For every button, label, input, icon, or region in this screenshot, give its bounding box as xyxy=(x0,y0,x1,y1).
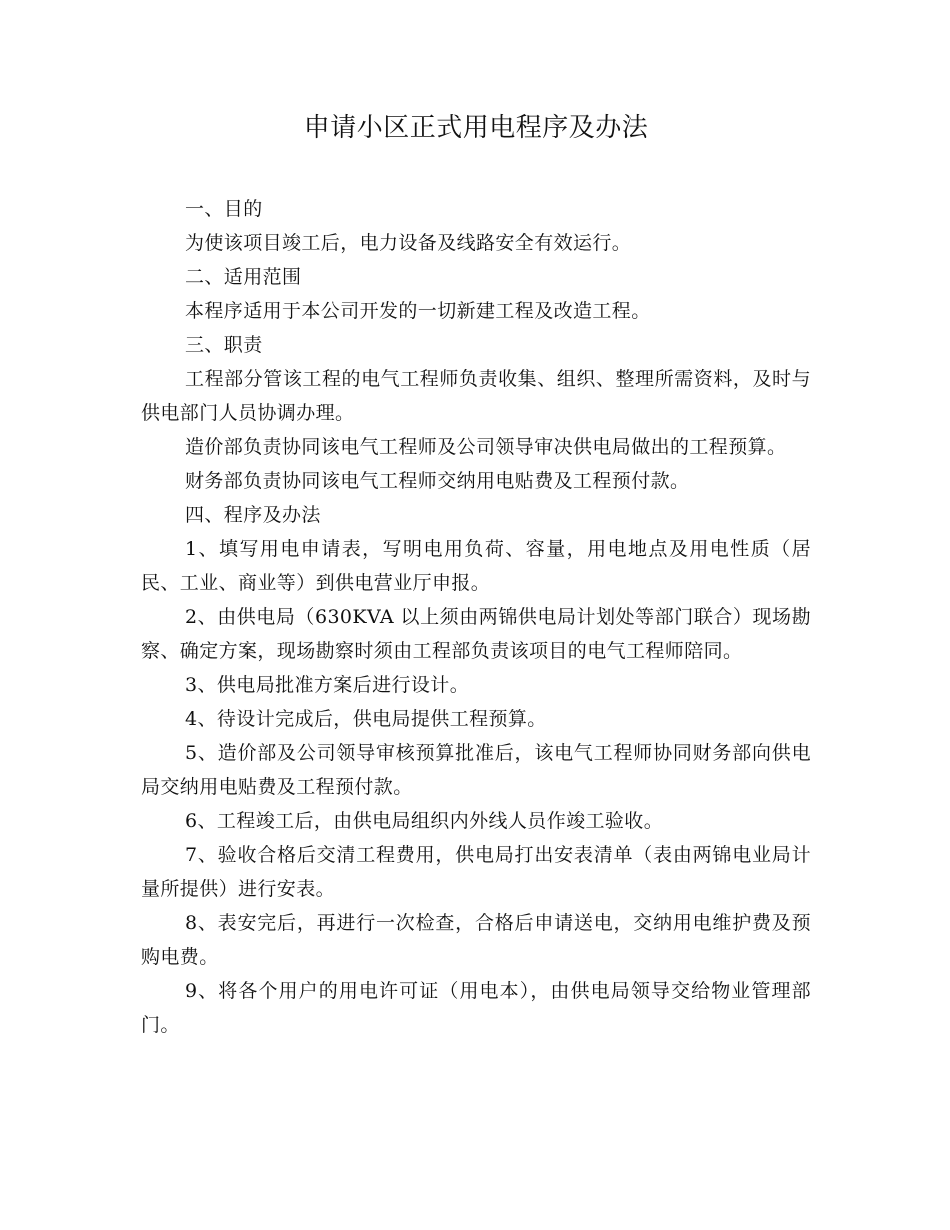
purpose-text: 为使该项目竣工后，电力设备及线路安全有效运行。 xyxy=(185,232,632,254)
document-page xyxy=(141,108,811,1042)
procedure-step-1: 1、填写用电申请表，写明电用负荷、容量，用电地点及用电性质（居民、工业、商业等）到供电营业厅申报。 xyxy=(141,538,811,594)
responsibility-finance: 财务部负责协同该电气工程师交纳用电贴费及工程预付款。 xyxy=(185,470,690,492)
section-heading-procedure: 四、程序及办法 xyxy=(185,504,321,526)
responsibility-engineering: 工程部分管该工程的电气工程师负责收集、组织、整理所需资料，及时与供电部门人员协调办理。 xyxy=(141,368,811,424)
procedure-step-2: 2、由供电局（630KVA 以上须由两锦供电局计划处等部门联合）现场勘察、确定方案，现场勘察时须由工程部负责该项目的电气工程师陪同。 xyxy=(141,606,811,662)
procedure-step-3: 3、供电局批准方案后进行设计。 xyxy=(185,674,470,696)
section-heading-responsibilities: 三、职责 xyxy=(185,334,263,356)
section-heading-purpose: 一、目的 xyxy=(185,198,263,220)
procedure-step-5: 5、造价部及公司领导审核预算批准后，该电气工程师协同财务部向供电局交纳用电贴费及工程预付款。 xyxy=(141,742,811,798)
procedure-step-7: 7、验收合格后交清工程费用，供电局打出安表清单（表由两锦电业局计量所提供）进行安表。 xyxy=(141,844,811,900)
document-title: 申请小区正式用电程序及办法 xyxy=(303,113,649,143)
responsibility-costing: 造价部负责协同该电气工程师及公司领导审决供电局做出的工程预算。 xyxy=(185,436,787,458)
section-heading-scope: 二、适用范围 xyxy=(185,266,302,288)
procedure-step-4: 4、待设计完成后，供电局提供工程预算。 xyxy=(185,708,547,730)
procedure-step-9: 9、将各个用户的用电许可证（用电本），由供电局领导交给物业管理部门。 xyxy=(141,980,811,1036)
procedure-step-6: 6、工程竣工后，由供电局组织内外线人员作竣工验收。 xyxy=(185,810,664,832)
scope-text: 本程序适用于本公司开发的一切新建工程及改造工程。 xyxy=(185,300,651,322)
procedure-step-8: 8、表安完后，再进行一次检查，合格后申请送电，交纳用电维护费及预购电费。 xyxy=(141,912,811,968)
